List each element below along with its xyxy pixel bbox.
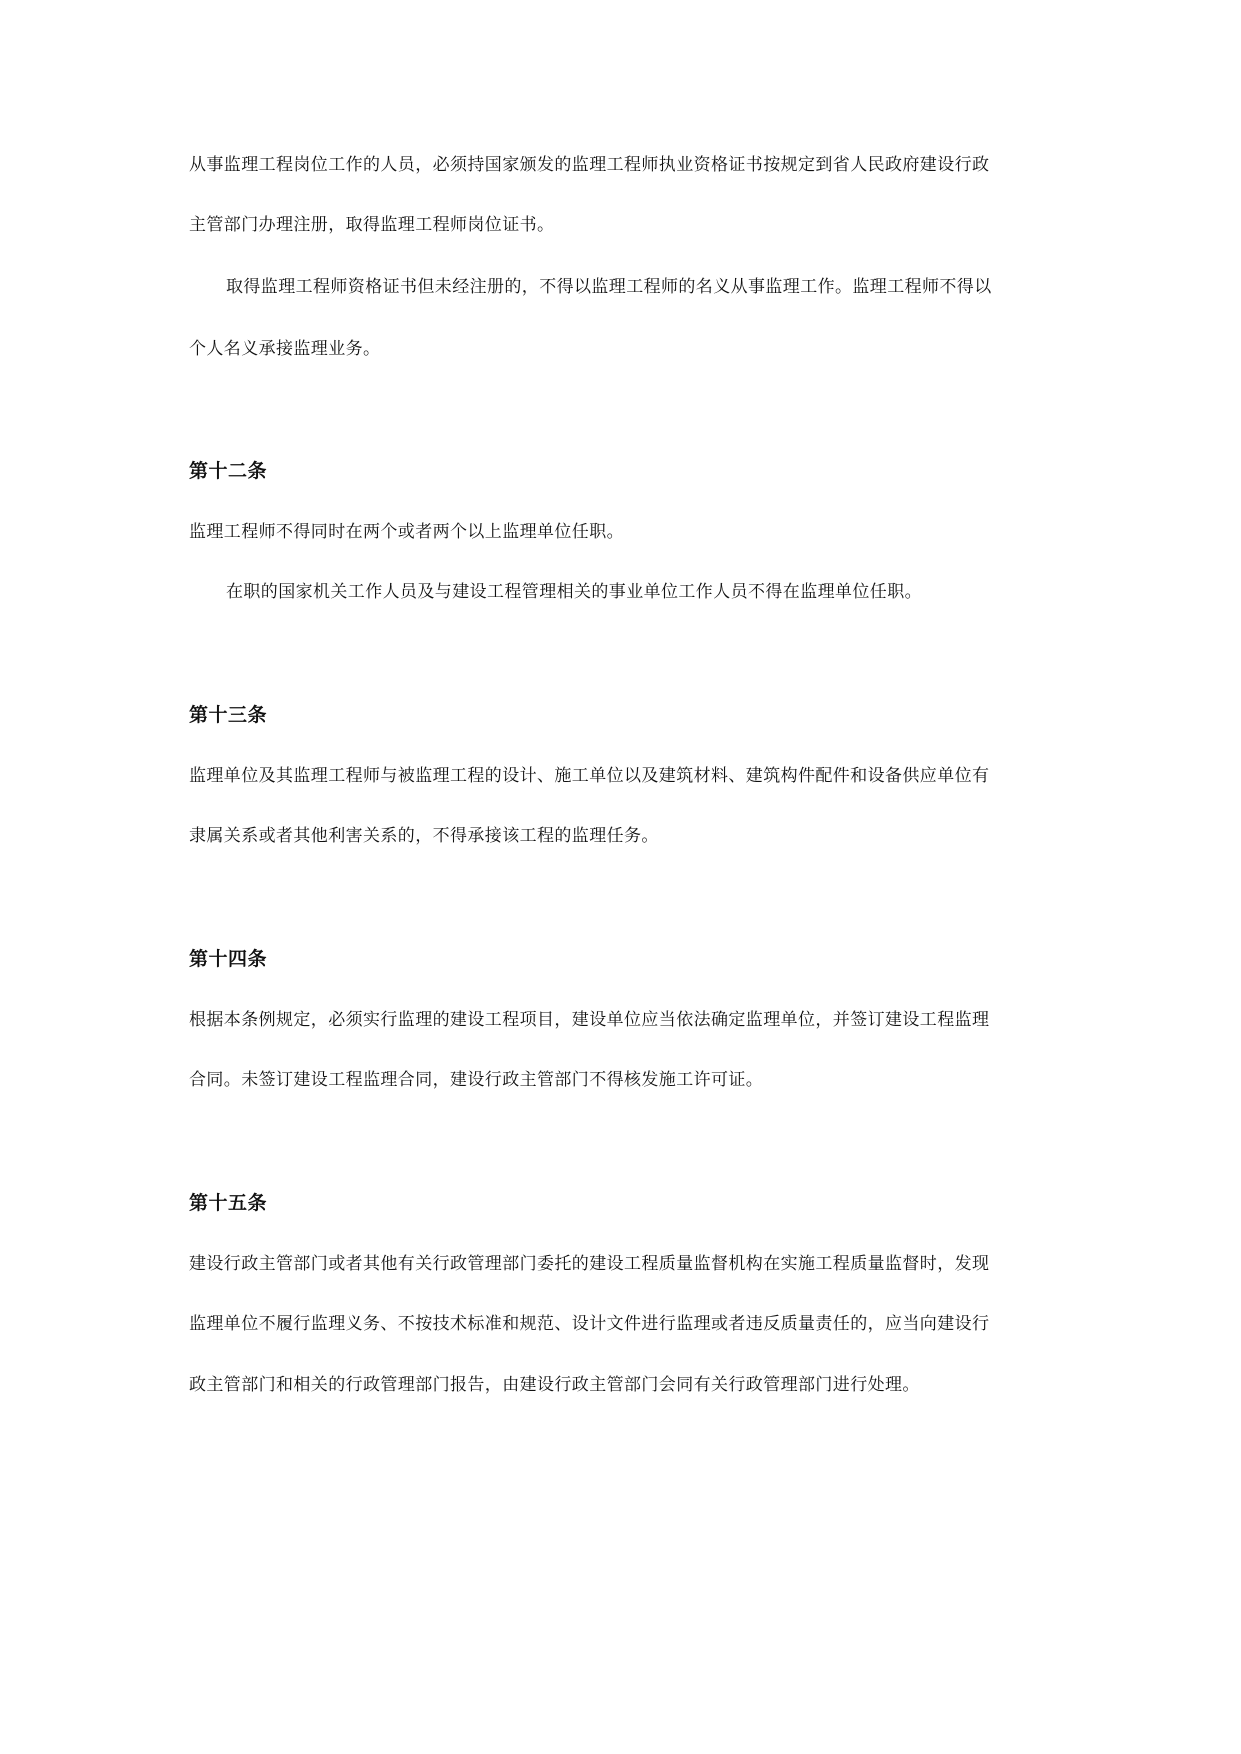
article-13-heading: 第十三条: [189, 704, 268, 726]
article-15-paragraph-1-line-1: 建设行政主管部门或者其他有关行政管理部门委托的建设工程质量监督机构在实施工程质量监督时，发现: [189, 1254, 990, 1274]
article-13-paragraph-1-line-1: 监理单位及其监理工程师与被监理工程的设计、施工单位以及建筑材料、建筑构件配件和设备供应单位有: [189, 766, 990, 786]
article-12-paragraph-2-line-1: 在职的国家机关工作人员及与建设工程管理相关的事业单位工作人员不得在监理单位任职。: [226, 582, 922, 602]
article-14-paragraph-1-line-1: 根据本条例规定，必须实行监理的建设工程项目，建设单位应当依法确定监理单位，并签订建设工程监理: [189, 1010, 990, 1030]
article-11-paragraph-1-line-1: 从事监理工程岗位工作的人员，必须持国家颁发的监理工程师执业资格证书按规定到省人民政府建设行政: [189, 155, 990, 175]
article-11-paragraph-1-line-2: 主管部门办理注册，取得监理工程师岗位证书。: [189, 215, 555, 235]
article-15-paragraph-1-line-2: 监理单位不履行监理义务、不按技术标准和规范、设计文件进行监理或者违反质量责任的，应当向建设行: [189, 1314, 990, 1334]
article-11-paragraph-2-line-1: 取得监理工程师资格证书但未经注册的，不得以监理工程师的名义从事监理工作。监理工程师不得以: [226, 277, 992, 297]
article-14-heading: 第十四条: [189, 948, 268, 970]
article-12-paragraph-1-line-1: 监理工程师不得同时在两个或者两个以上监理单位任职。: [189, 522, 624, 542]
article-11-paragraph-2-line-2: 个人名义承接监理业务。: [189, 339, 381, 359]
article-12-heading: 第十二条: [189, 460, 268, 482]
article-15-heading: 第十五条: [189, 1192, 268, 1214]
article-14-paragraph-1-line-2: 合同。未签订建设工程监理合同，建设行政主管部门不得核发施工许可证。: [189, 1070, 764, 1090]
article-15-paragraph-1-line-3: 政主管部门和相关的行政管理部门报告，由建设行政主管部门会同有关行政管理部门进行处理。: [189, 1375, 920, 1395]
article-13-paragraph-1-line-2: 隶属关系或者其他利害关系的，不得承接该工程的监理任务。: [189, 826, 659, 846]
